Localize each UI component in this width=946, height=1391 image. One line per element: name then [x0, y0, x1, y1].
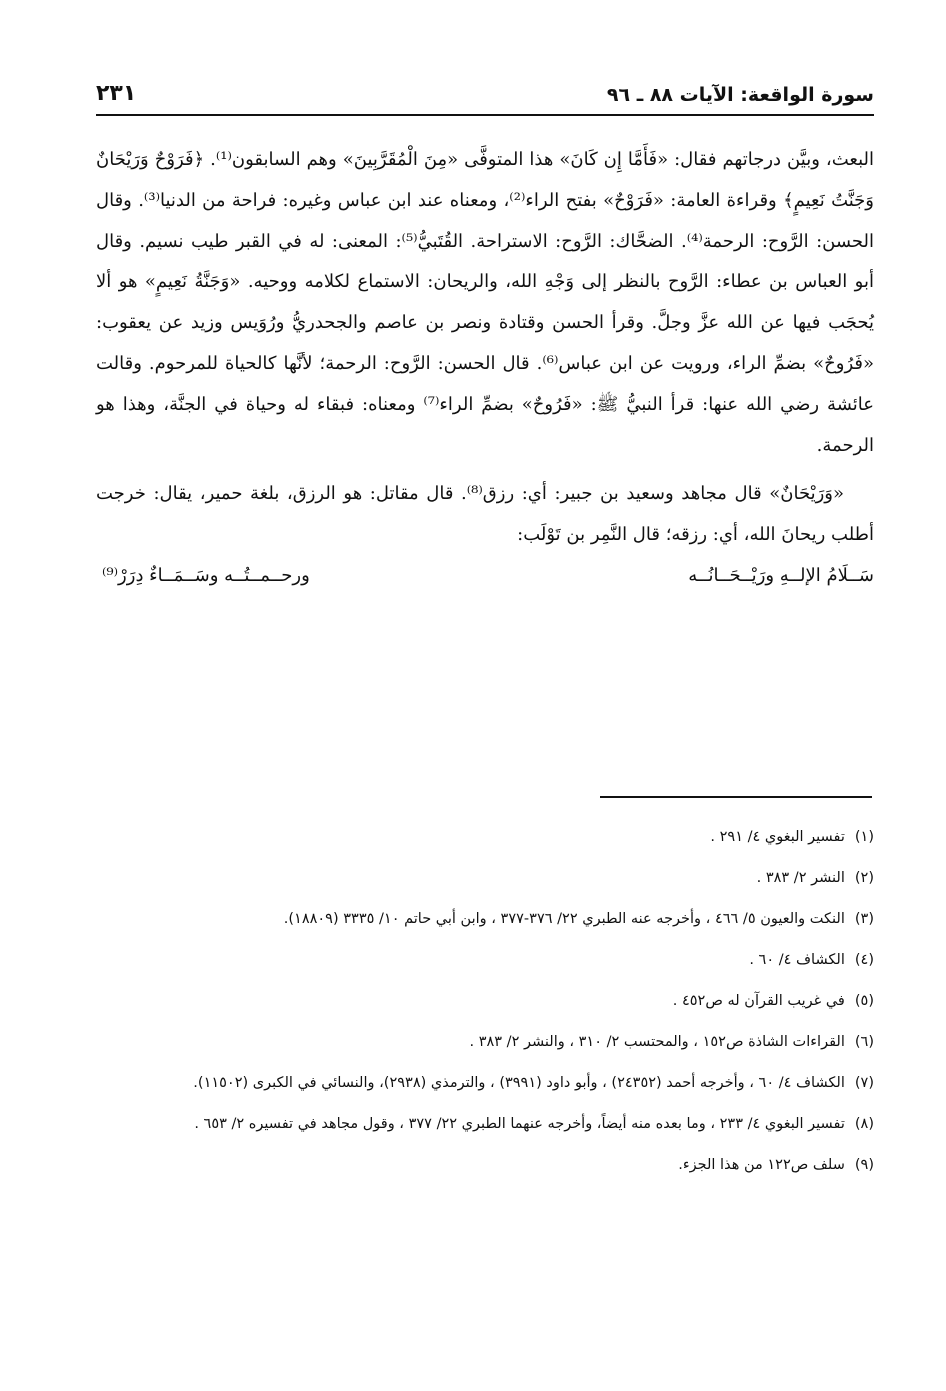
footnote: [96, 822, 874, 852]
footnotes: [96, 822, 874, 1191]
paragraph-2: «وَرَيْحَانٌ» قال مجاهد وسعيد بن جبير: أي: رزق⁽⁸⁾. قال مقاتل: هو الرزق، بلغة حمير، يقال: خرجت أطلب ريحانَ الله، أي: رزقه؛ قال النَّمِر بن تَوْلَب:: [96, 483, 874, 546]
footnote-number: (٣): [854, 911, 874, 927]
footnote: [96, 1109, 874, 1139]
footnote-text: في غريب القرآن له ص٤٥٢ .: [672, 993, 845, 1009]
footnote-number: (٢): [854, 870, 874, 886]
footnote-number: (٩): [854, 1157, 874, 1173]
footnote: [96, 1068, 874, 1098]
chapter-title: سورة الواقعة: الآيات ٨٨ ـ ٩٦: [606, 84, 874, 106]
footnote: [96, 986, 874, 1016]
paragraph-1: البعث، وبيَّن درجاتهم فقال: «فَأَمَّا إِن كَانَ» هذا المتوفَّى «مِنَ الْمُقَرَّبِينَ» وهم السابقون⁽¹⁾. ﴿فَرَوْحٌ وَرَيْحَانٌ وَجَنَّتُ نَعِيمٍ﴾ وقراءة العامة: «فَرَوْحٌ» بفتح الراء⁽²⁾، ومعناه عند ابن عباس وغيره: فراحة من الدنيا⁽³⁾. وقال الحسن: الرَّوح: الرحمة⁽⁴⁾. الضحَّاك: الرَّوح: الاستراحة. القُتَبيُّ⁽⁵⁾: المعنى: له في القبر طيب نسيم. وقال أبو العباس بن عطاء: الرَّوح بالنظر إلى وَجْهِ الله، والريحان: الاستماع لكلامه ووحيه. «وَجَنَّةُ نَعِيمٍ» هو ألا يُحجَب فيها عن الله عزَّ وجلَّ. وقرأ الحسن وقتادة ونصر بن عاصم والجحدريُّ ورُوَيس وزيد عن يعقوب: «فَرُوحٌ» بضمِّ الراء، ورويت عن ابن عباس⁽⁶⁾. قال الحسن: الرَّوح: الرحمة؛ لأنَّها كالحياة للمرحوم. وقالت عائشة رضي الله عنها: قرأ النبيُّ ﷺ: «فَرُوحٌ» بضمِّ الراء⁽⁷⁾ ومعناه: فبقاء له وحياة في الجنَّة، وهذا هو الرحمة.: [96, 149, 875, 456]
footnote-divider: [600, 796, 872, 798]
footnote: [96, 1027, 874, 1057]
footnote-text: الكشاف ٤/ ٦٠ ، وأخرجه أحمد (٢٤٣٥٢) ، وأبو داود (٣٩٩١) ، والترمذي (٢٩٣٨)، والنسائي في الكبرى (١١٥٠٢).: [193, 1075, 845, 1091]
verse-second-hemistich: ورحــمــتُــه وسَــمَــاءٌ دِرَرْ⁽⁹⁾: [102, 564, 310, 586]
footnote-text: تفسير البغوي ٤/ ٢٩١ .: [710, 829, 845, 845]
footnote-number: (٧): [854, 1075, 874, 1091]
footnote-number: (٥): [854, 993, 874, 1009]
footnote-text: القراءات الشاذة ص١٥٢ ، والمحتسب ٢/ ٣١٠ ، والنشر ٢/ ٣٨٣ .: [469, 1034, 845, 1050]
verse-first-hemistich: سَــلَامُ الإلــهِ ورَيْــحَــانُــه: [688, 564, 874, 586]
main-text: [96, 140, 874, 596]
footnote-number: (١): [854, 829, 874, 845]
footnote-text: الكشاف ٤/ ٦٠ .: [749, 952, 845, 968]
footnote-text: سلف ص١٢٢ من هذا الجزء.: [678, 1157, 845, 1173]
footnote: [96, 945, 874, 975]
footnote-number: (٤): [854, 952, 874, 968]
footnote-number: (٨): [854, 1116, 874, 1132]
footnote: [96, 1150, 874, 1180]
footnote-number: (٦): [854, 1034, 874, 1050]
footnote-text: النكت والعيون ٥/ ٤٦٦ ، وأخرجه عنه الطبري ٢٢/ ٣٧٦-٣٧٧ ، وابن أبي حاتم ١٠/ ٣٣٣٥ (١٨٨٠٩).: [283, 911, 845, 927]
footnote: [96, 863, 874, 893]
footnote-text: النشر ٢/ ٣٨٣ .: [756, 870, 845, 886]
footnote: [96, 904, 874, 934]
page-header: [96, 66, 874, 116]
poetry-verse: [96, 556, 874, 596]
page-number: ٢٣١: [96, 81, 137, 106]
footnote-text: تفسير البغوي ٤/ ٢٣٣ ، وما بعده منه أيضاً، وأخرجه عنهما الطبري ٢٢/ ٣٧٧ ، وقول مجاهد في تفسيره ٢/ ٦٥٣ .: [194, 1116, 845, 1132]
